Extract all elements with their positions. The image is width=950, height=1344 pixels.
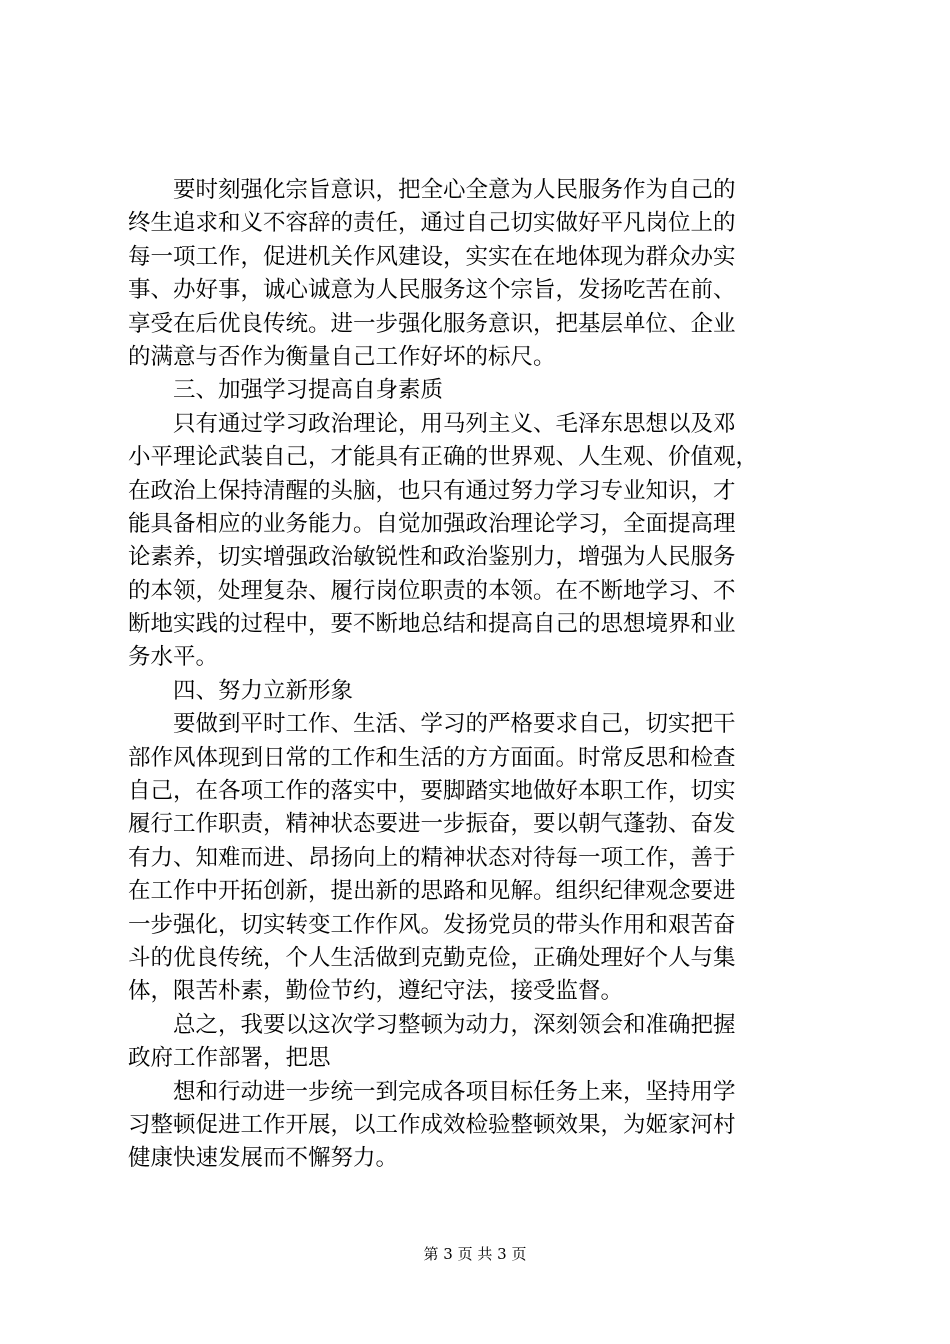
text-line: 在工作中开拓创新，提出新的思路和见解。组织纪律观念要进	[128, 878, 736, 905]
text-line: 享受在后优良传统。进一步强化服务意识，把基层单位、企业	[128, 310, 736, 337]
text-line: 习整顿促进工作开展，以工作成效检验整顿效果，为姬家河村	[128, 1111, 736, 1138]
text-line: 务水平。	[128, 644, 219, 671]
text-line: 终生追求和义不容辞的责任，通过自己切实做好平凡岗位上的	[128, 210, 736, 237]
text-line: 想和行动进一步统一到完成各项目标任务上来，坚持用学	[128, 1078, 736, 1105]
text-line: 论素养，切实增强政治敏锐性和政治鉴别力，增强为人民服务	[128, 544, 736, 571]
text-line: 三、加强学习提高自身素质	[128, 377, 444, 404]
body-text	[128, 174, 832, 1176]
text-line: 政府工作部署，把思	[128, 1045, 331, 1072]
text-line: 小平理论武装自己，才能具有正确的世界观、人生观、价值观，	[128, 444, 759, 471]
text-line: 履行工作职责，精神状态要进一步振奋，要以朝气蓬勃、奋发	[128, 811, 736, 838]
text-line: 每一项工作，促进机关作风建设，实实在在地体现为群众办实	[128, 243, 736, 270]
text-line: 有力、知难而进、昂扬向上的精神状态对待每一项工作，善于	[128, 844, 736, 871]
text-line: 断地实践的过程中，要不断地总结和提高自己的思想境界和业	[128, 611, 736, 638]
text-line: 事、办好事，诚心诚意为人民服务这个宗旨，发扬吃苦在前、	[128, 277, 736, 304]
text-line: 自己，在各项工作的落实中，要脚踏实地做好本职工作，切实	[128, 778, 736, 805]
text-line: 斗的优良传统，个人生活做到克勤克俭，正确处理好个人与集	[128, 944, 736, 971]
text-line: 一步强化，切实转变工作作风。发扬党员的带头作用和艰苦奋	[128, 911, 736, 938]
text-line: 部作风体现到日常的工作和生活的方方面面。时常反思和检查	[128, 744, 736, 771]
page-footer: 第 3 页 共 3 页	[423, 1245, 527, 1263]
text-line: 健康快速发展而不懈努力。	[128, 1145, 399, 1172]
text-line: 体，限苦朴素，勤俭节约，遵纪守法，接受监督。	[128, 978, 624, 1005]
text-line: 能具备相应的业务能力。自觉加强政治理论学习，全面提高理	[128, 510, 736, 537]
text-line: 总之，我要以这次学习整顿为动力，深刻领会和准确把握	[128, 1011, 736, 1038]
text-line: 的本领，处理复杂、履行岗位职责的本领。在不断地学习、不	[128, 577, 736, 604]
text-line: 四、努力立新形象	[128, 677, 354, 704]
text-line: 在政治上保持清醒的头脑，也只有通过努力学习专业知识，才	[128, 477, 736, 504]
text-line: 要做到平时工作、生活、学习的严格要求自己，切实把干	[128, 711, 736, 738]
text-line: 的满意与否作为衡量自己工作好坏的标尺。	[128, 343, 556, 370]
text-line: 只有通过学习政治理论，用马列主义、毛泽东思想以及邓	[128, 410, 736, 437]
text-line: 要时刻强化宗旨意识，把全心全意为人民服务作为自己的	[128, 177, 736, 203]
